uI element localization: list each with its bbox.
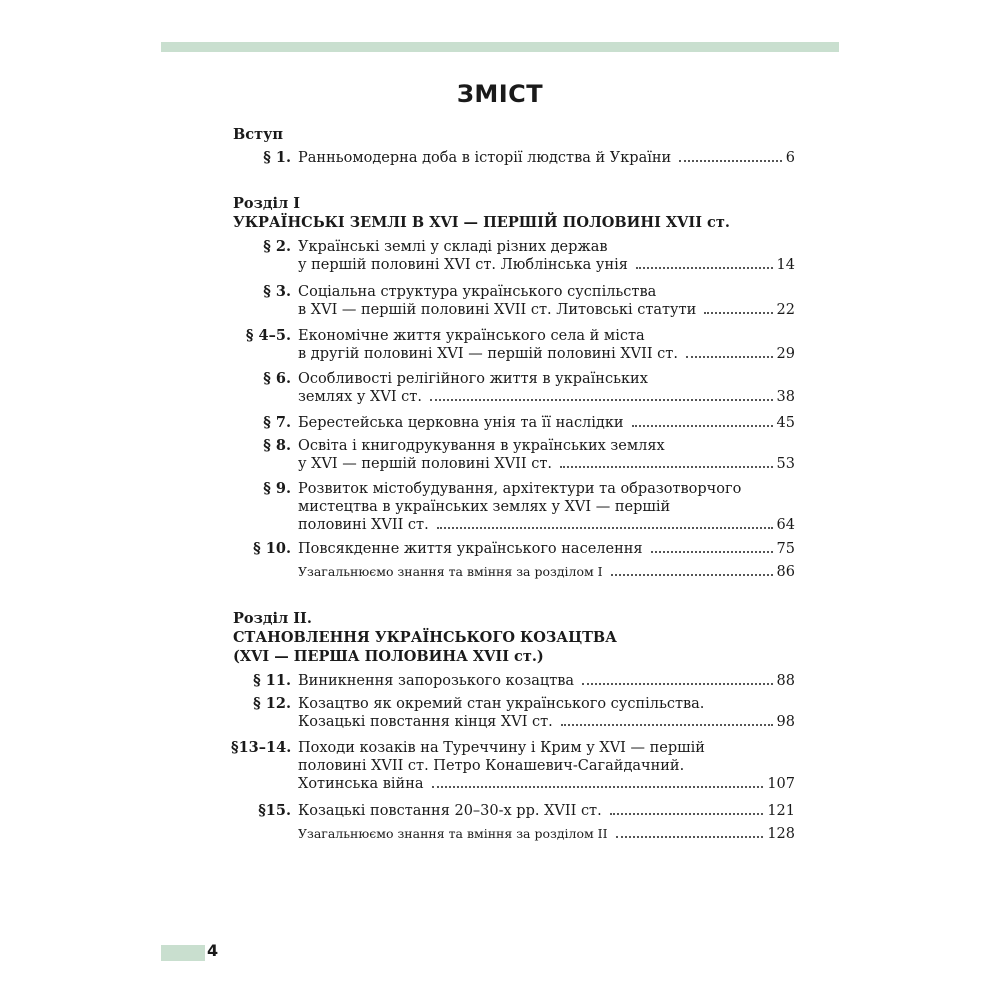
toc-number: § 1. (263, 149, 291, 166)
toc-entry[interactable]: Особливості релігійного життя в українських землях у XVI ст. 38 (298, 371, 795, 405)
header-decor-bar (161, 42, 839, 52)
page-title: ЗМІСТ (456, 80, 544, 108)
toc-entry[interactable]: Соціальна структура українського суспільства в XVI — першій половині XVII ст. Литовські статути 22 (298, 284, 795, 318)
toc-entry[interactable]: Ранньомодерна доба в історії людства й України 6 (298, 150, 795, 166)
toc-number: § 9. (263, 480, 291, 497)
toc-number: § 2. (263, 238, 291, 255)
footer-decor-bar (161, 945, 205, 961)
toc-entry[interactable]: Походи козаків на Туреччину і Крим у XVI — першій половині XVII ст. Петро Конашевич-Сагайдачний. Хотинська війна 107 (298, 740, 795, 792)
section-label: Розділ II. (233, 610, 312, 627)
section-label: Розділ I (233, 195, 301, 212)
section-title: (XVI — ПЕРША ПОЛОВИНА XVII ст.) (233, 648, 544, 665)
toc-number: §15. (258, 802, 291, 819)
section-summary[interactable]: Узагальнюємо знання та вміння за розділом I 86 (298, 564, 795, 580)
intro-heading: Вступ (233, 126, 283, 143)
toc-entry[interactable]: Розвиток містобудування, архітектури та образотворчого мистецтва в українських землях у XVI — першій половині XVII ст. 64 (298, 481, 795, 533)
toc-entry[interactable]: Українські землі у складі різних держав у першій половині XVI ст. Люблінська унія 14 (298, 239, 795, 273)
toc-number: § 10. (253, 540, 291, 557)
toc-entry[interactable]: Козацтво як окремий стан українського суспільства. Козацькі повстання кінця XVI ст. 98 (298, 696, 795, 730)
toc-entry[interactable]: Освіта і книгодрукування в українських землях у XVI — першій половині XVII ст. 53 (298, 438, 795, 472)
section-summary[interactable]: Узагальнюємо знання та вміння за розділом II 128 (298, 826, 795, 842)
toc-number: § 8. (263, 437, 291, 454)
toc-entry[interactable]: Економічне життя українського села й міста в другій половині XVI — першій половині XVII ст. 29 (298, 328, 795, 362)
page-number: 4 (207, 941, 219, 960)
toc-number: § 6. (263, 370, 291, 387)
toc-number: § 11. (253, 672, 291, 689)
section-title: УКРАЇНСЬКІ ЗЕМЛІ В XVI — ПЕРШІЙ ПОЛОВИНІ XVII ст. (233, 214, 730, 231)
toc-entry[interactable]: Козацькі повстання 20–30-х рр. XVII ст. 121 (298, 803, 795, 819)
toc-entry[interactable]: Виникнення запорозького козацтва 88 (298, 673, 795, 689)
toc-number: §13–14. (231, 739, 292, 756)
toc-entry[interactable]: Берестейська церковна унія та її наслідки 45 (298, 415, 795, 431)
toc-number: § 3. (263, 283, 291, 300)
toc-number: § 7. (263, 414, 291, 431)
toc-entry[interactable]: Повсякденне життя українського населення 75 (298, 541, 795, 557)
toc-number: § 4–5. (245, 327, 291, 344)
toc-number: § 12. (253, 695, 291, 712)
section-title: СТАНОВЛЕННЯ УКРАЇНСЬКОГО КОЗАЦТВА (233, 629, 617, 646)
